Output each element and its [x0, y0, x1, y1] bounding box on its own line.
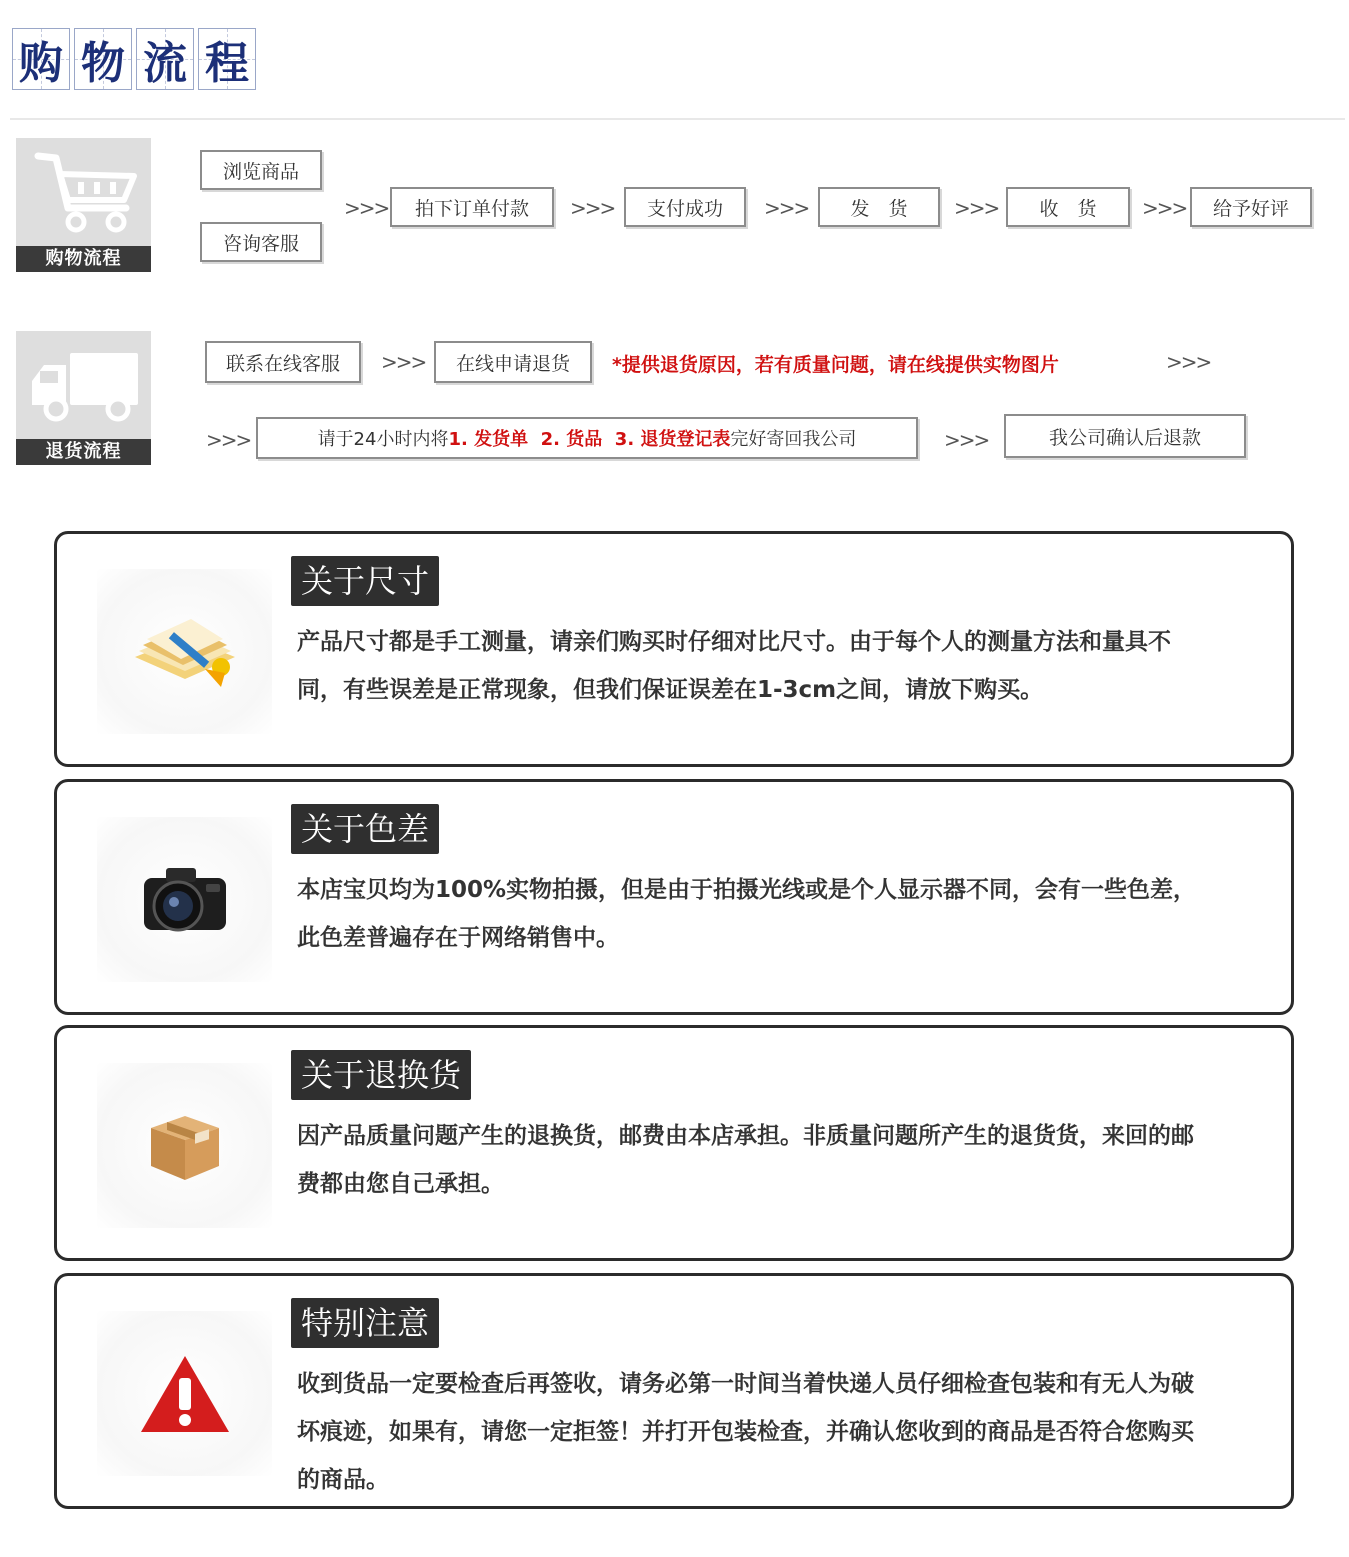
camera-icon [97, 817, 272, 982]
title-divider [10, 118, 1345, 120]
flow-arrow: >>> [1166, 350, 1211, 374]
return-flow-caption: 退货流程 [16, 439, 151, 465]
card-tag: 关于色差 [291, 804, 439, 854]
info-card-color [54, 779, 1294, 1015]
send-back-prefix: 请于24小时内将 [317, 429, 449, 450]
return-note: *提供退货原因，若有质量问题，请在线提供实物图片 [612, 354, 1059, 376]
flow-arrow: >>> [954, 196, 999, 220]
info-card-size [54, 531, 1294, 767]
box-icon [97, 1063, 272, 1228]
step-receive: 收 货 [1006, 187, 1130, 227]
title-char: 物 [74, 28, 132, 90]
step-review: 给予好评 [1190, 187, 1312, 227]
step-ship: 发 货 [818, 187, 940, 227]
return-flow-badge [16, 331, 151, 465]
cart-icon [16, 138, 151, 246]
flow-arrow: >>> [764, 196, 809, 220]
shopping-flow-badge [16, 138, 151, 272]
send-back-items: 1. 发货单 2. 货品 3. 退货登记表 [448, 429, 731, 450]
info-card-warning [54, 1273, 1294, 1509]
send-back-suffix: 完好寄回我公司 [730, 429, 857, 450]
ruler-papers-icon [97, 569, 272, 734]
card-text: 因产品质量问题产生的退换货，邮费由本店承担。非质量问题所产生的退货货，来回的邮费都由您自己承担。 [297, 1123, 1194, 1197]
card-text: 收到货品一定要检查后再签收，请务必第一时间当着快递人员仔细检查包装和有无人为破坏痕迹，如果有，请您一定拒签！并打开包装检查，并确认您收到的商品是否符合您购买的商品。 [297, 1371, 1194, 1493]
page-title [12, 28, 256, 90]
flow-arrow: >>> [344, 196, 389, 220]
flow-arrow: >>> [206, 428, 251, 452]
title-char: 购 [12, 28, 70, 90]
step-paid: 支付成功 [624, 187, 746, 227]
flow-arrow: >>> [570, 196, 615, 220]
step-order: 拍下订单付款 [390, 187, 554, 227]
flow-arrow: >>> [381, 350, 426, 374]
step-contact-service: 联系在线客服 [205, 341, 361, 383]
card-tag: 特别注意 [291, 1298, 439, 1348]
step-browse: 浏览商品 [200, 150, 322, 190]
title-char: 程 [198, 28, 256, 90]
flow-arrow: >>> [1142, 196, 1187, 220]
info-card-returns [54, 1025, 1294, 1261]
warning-icon [97, 1311, 272, 1476]
title-char: 流 [136, 28, 194, 90]
shopping-flow-caption: 购物流程 [16, 246, 151, 272]
step-refund: 我公司确认后退款 [1004, 414, 1246, 458]
card-tag: 关于尺寸 [291, 556, 439, 606]
step-send-back [256, 417, 918, 459]
card-text: 产品尺寸都是手工测量，请亲们购买时仔细对比尺寸。由于每个人的测量方法和量具不同，有些误差是正常现象，但我们保证误差在1-3cm之间，请放下购买。 [297, 629, 1171, 703]
step-consult: 咨询客服 [200, 222, 322, 262]
step-apply-return: 在线申请退货 [434, 341, 592, 383]
card-text: 本店宝贝均为100%实物拍摄，但是由于拍摄光线或是个人显示器不同，会有一些色差，此色差普遍存在于网络销售中。 [297, 877, 1197, 951]
card-tag: 关于退换货 [291, 1050, 471, 1100]
flow-arrow: >>> [944, 428, 989, 452]
truck-icon [16, 331, 151, 439]
